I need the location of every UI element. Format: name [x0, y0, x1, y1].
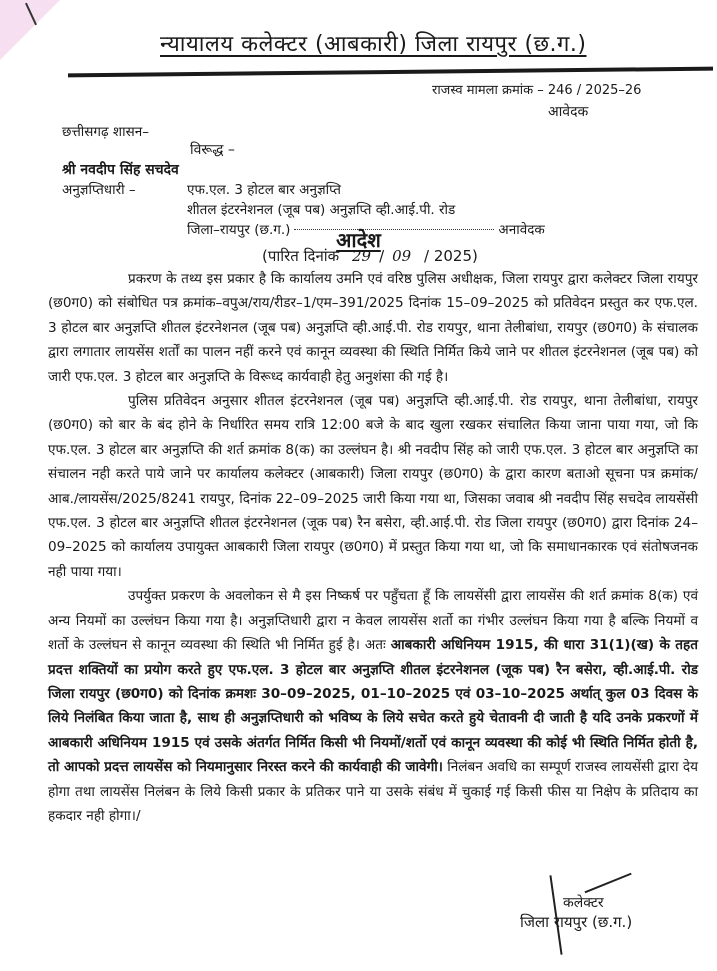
order-title: आदेश — [336, 228, 381, 252]
paragraph-facts: प्रकरण के तथ्य इस प्रकार है कि कार्यालय उमनि एवं वरिष्ठ पुलिस अधीक्षक, जिला रायपुर द्वारा कलेक्टर जिला रायपुर (छ0ग0) को संबोधित पत्र क्रमांक–वपुअ/राय/रीडर–1/एम–391/2025 दिनांक 15–09–2025 को प्रतिवेदन प्रस्तुत कर एफ.एल. 3 होटल बार अनुज्ञप्ति शीतल इंटरनेशनल (जूब पब) अनुज्ञप्ति व्ही.आई.पी. रोड रायपुर, थाना तेलीबांधा, रायपुर (छ0ग0) के संचालक द्वारा लगातार लायसेंस शर्तों का पालन नहीं करने एवं कानून व्यवस्था की स्थिति निर्मित किये जाने पर शीतल इंटरनेशनल (जूब पब) को जारी एफ.एल. 3 होटल बार अनुज्ञप्ति के विरूध्द कार्यवाही हेतु अनुशंसा की गई है। — [48, 271, 698, 385]
passed-date-month: 09 — [392, 247, 412, 265]
signatory-title: कलेक्टर — [563, 895, 604, 911]
signatory-district: जिला रायपुर (छ.ग.) — [520, 913, 633, 931]
passed-date: (पारित दिनांक 29 / 09 / 2025) — [262, 247, 478, 265]
applicant-label: आवेदक — [548, 104, 589, 120]
heading-rule — [68, 67, 713, 78]
paragraph-police-report: पुलिस प्रतिवेदन अनुसार शीतल इंटरनेशनल (जूब पब) अनुज्ञप्ति व्ही.आई.पी. रोड रायपुर, थाना तेलीबांधा, रायपुर (छ0ग0) को बार के बंद होने के निर्धारित समय रात्रि 12:00 बजे के बाद खुला रखकर संचालित किया जाना पाया गया, जो कि एफ.एल. 3 होटल बार अनुज्ञप्ति की शर्त क्रमांक 8(क) का उल्लंघन है। श्री नवदीप सिंह को जारी एफ.एल. 3 होटल बार अनुज्ञप्ति का संचालन नही करते पाये जाने पर कार्यालय कलेक्टर (आबकारी) जिला रायपुर (छ0ग0) के द्वारा कारण बताओ सूचना पत्र क्रमांक/आब./लायसेंस/2025/8241 रायपुर, दिनांक 22–09–2025 जारी किया गया था, जिसका जवाब श्री नवदीप सिंह सचदेव लायसेंसी एफ.एल. 3 होटल बार अनुज्ञप्ति शीतल इंटरनेशनल (जूक पब) रैन बसेरा, व्ही.आई.पी. रोड जिला रायपुर (छ0ग0) द्वारा दिनांक 24–09–2025 को कार्यालय उपायुक्त आबकारी जिला रायपुर (छ0ग0) में प्रस्तुत किया गया था, जो कि समाधानकारक एवं संतोषजनक नही पाया गया। — [48, 393, 698, 580]
licensee-label: अनुज्ञप्तिधारी – — [62, 182, 136, 198]
passed-date-year: / 2025) — [424, 247, 478, 265]
paragraph-decision — [48, 584, 698, 828]
respondent-label: अनावेदक — [498, 222, 545, 238]
order-body — [48, 267, 698, 828]
case-number: राजस्व मामला क्रमांक – 246 / 2025–26 — [432, 83, 642, 98]
decision-intro: उपर्युक्त प्रकरण के अवलोकन से मै इस निष्कर्ष पर पहुँचता हूँ कि लायसेंसी द्वारा लायसेंस की शर्त क्रमांक 8(क) एवं अन्य नियमों का उल्लंघन किया गया है। अनुज्ञप्तिधारी द्वारा न केवल लायसेंस शर्तो का गंभीर उल्लंघन किया गया है बल्कि नियमों व शर्तो के उल्लंघन से कानून व्यवस्था की स्थिति भी निर्मित हुई है। अतः — [48, 588, 698, 654]
license-line: एफ.एल. 3 होटल बार अनुज्ञप्ति — [187, 182, 341, 198]
license-line: शीतल इंटरनेशनल (जूब पब) अनुज्ञप्ति व्ही.आई.पी. रोड — [187, 202, 456, 218]
signature-flourish — [585, 873, 632, 893]
licensee-name: श्री नवदीप सिंह सचदेव — [62, 162, 179, 178]
passed-date-prefix: (पारित दिनांक — [262, 247, 340, 265]
license-district: जिला–रायपुर (छ.ग.) — [187, 222, 291, 238]
versus-label: विरूद्ध – — [190, 142, 235, 158]
decision-closing: निलंबन अवधि का सम्पूर्ण राजस्व लायसेंसी द्वारा देय होगा तथा लायसेंस निलंबन के लिये किसी प्रकार के प्रतिकर पाने या उसके संबंध में चुकाई गई किसी फीस या निक्षेप के प्रतिदाय का हकदार नही होगा।/ — [48, 759, 698, 824]
court-heading: न्यायालय कलेक्टर (आबकारी) जिला रायपुर (छ.ग.) — [160, 32, 587, 57]
passed-date-day: 29 — [351, 247, 372, 265]
state-party: छत्तीसगढ़ शासन– — [62, 124, 149, 140]
decision-order: आबकारी अधिनियम 1915, की धारा 31(1)(ख) के तहत प्रदत्त शक्तियों का प्रयोग करते हुए एफ.एल. 3 होटल बार अनुज्ञप्ति शीतल इंटरनेशनल (जूक पब) रैन बसेरा, व्ही.आई.पी. रोड जिला रायपुर (छ0ग0) को दिनांक क्रमशः 30–09–2025, 01–10–2025 एवं 03–10–2025 अर्थात् कुल 03 दिवस के लिये निलंबित किया जाता है, साथ ही अनुज्ञप्तिधारी को भविष्य के लिये सचेत करते हुये चेतावनी दी जाती है यदि उनके प्रकरणों में आबकारी अधिनियम 1915 एवं उसके अंतर्गत निर्मित किसी भी नियमों/शर्तो एवं कानून व्यवस्था की कोई भी स्थिति निर्मित होती है, तो आपको प्रदत्त लायसेंस को नियमानुसार निरस्त करने की कार्यवाही की जावेगी। — [48, 637, 698, 776]
